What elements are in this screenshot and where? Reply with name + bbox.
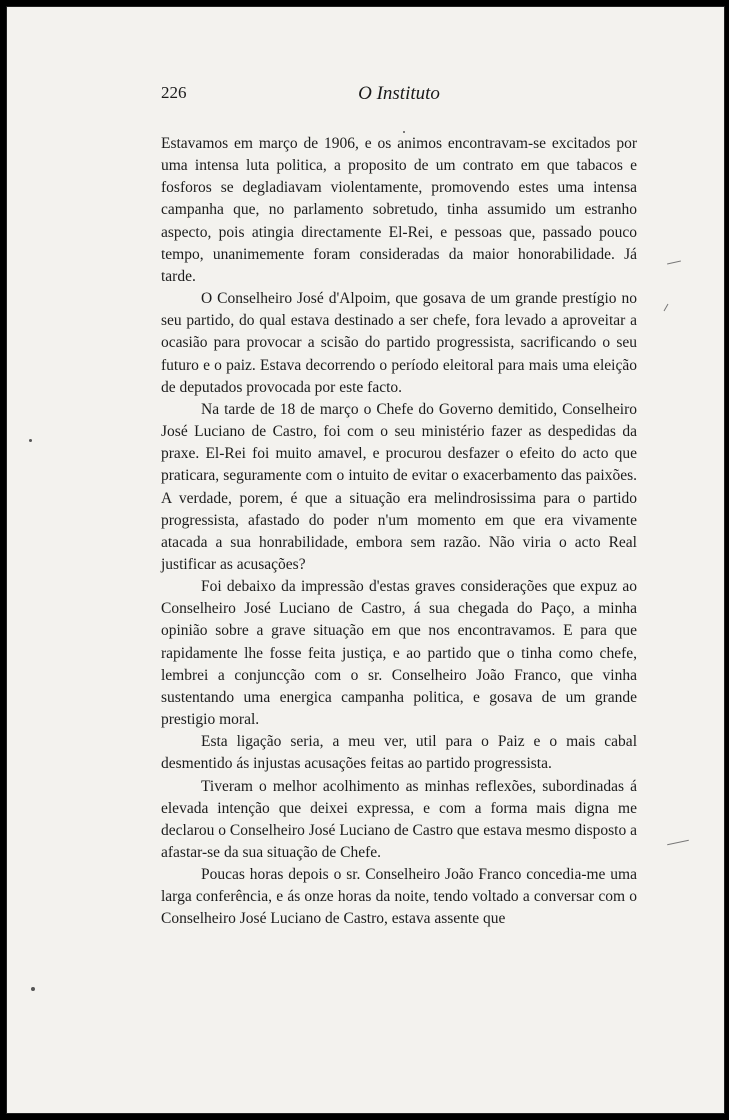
scan-speck	[403, 131, 405, 133]
scanned-page	[6, 6, 725, 1114]
paragraph-4: Foi debaixo da impressão d'estas graves considerações que expuz ao Conselheiro José Luciano de Castro, á sua chegada do Paço, a minha opinião sobre a grave situação em que nos encontravamos. E para que rapidamente lhe fosse feita justiça, e ao partido que o tinha como chefe, lembrei a conjuncção com o sr. Conselheiro João Franco, que vinha sustentando uma energica campanha politica, e gosava de um grande prestigio moral.	[161, 578, 637, 729]
page-number: 226	[161, 83, 187, 102]
running-head: O Instituto	[358, 83, 440, 104]
scan-mark	[664, 304, 669, 311]
page-header	[161, 83, 637, 109]
paragraph-6: Tiveram o melhor acolhimento as minhas reflexões, subordinadas á elevada intenção que deixei expressa, e com a forma mais digna me declarou o Conselheiro José Luciano de Castro que estava mesmo disposto a afastar-se da sua situação de Chefe.	[161, 777, 637, 861]
paragraph-5: Esta ligação seria, a meu ver, util para o Paiz e o mais cabal desmentido ás injustas acusações feitas ao partido progressista.	[161, 733, 637, 773]
paragraph-2: O Conselheiro José d'Alpoim, que gosava de um grande prestígio no seu partido, do qual estava destinado a ser chefe, fora levado a aproveitar a ocasião para provocar a scisão do partido progressista, sacrificando o seu futuro e o paiz. Estava decorrendo o período eleitoral para mais uma eleição de deputados provocada por este facto.	[161, 290, 637, 396]
scan-speck	[29, 439, 32, 442]
paragraph-1: Estavamos em março de 1906, e os animos encontravam-se excitados por uma intensa luta politica, a proposito de um contrato em que tabacos e fosforos se degladiavam violentamente, promovendo estes uma intensa campanha que, no parlamento sobretudo, tinha assumido um estranho aspecto, pois atingia directamente El-Rei, e pessoas que, passado pouco tempo, unanimemente foram consideradas da maior honorabilidade. Já tarde.	[161, 135, 637, 285]
paragraph-3: Na tarde de 18 de março o Chefe do Governo demitido, Conselheiro José Luciano de Castro, foi com o seu ministério fazer as despedidas da praxe. El-Rei foi muito amavel, e procurou desfazer o efeito do acto que praticara, seguramente com o intuito de evitar o exacerbamento das paixões. A verdade, porem, é que a situação era melindrosissima para o partido progressista, afastado do poder n'um momento em que era vivamente atacada a sua honrabilidade, embora sem razão. Não viria o acto Real justificar as acusações?	[161, 400, 637, 573]
paragraph-7: Poucas horas depois o sr. Conselheiro João Franco concedia-me uma larga conferência, e ás onze horas da noite, tendo voltado a conversar com o Conselheiro José Luciano de Castro, estava assente que	[161, 866, 637, 928]
scan-mark	[667, 840, 689, 846]
body-text	[161, 133, 637, 931]
scan-speck	[31, 987, 35, 991]
scan-mark	[667, 261, 681, 265]
